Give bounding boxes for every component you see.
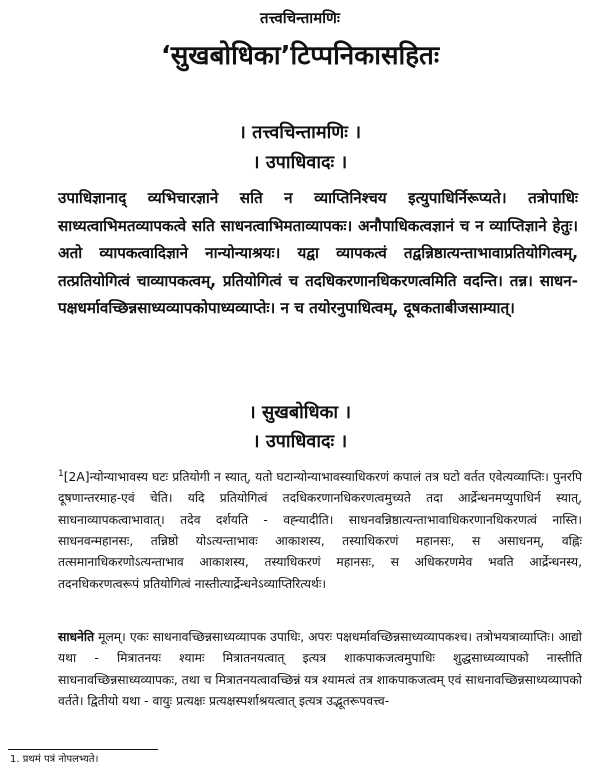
lead-word: साधनेति [58, 630, 95, 644]
folio-marker: [2A] [63, 470, 90, 485]
commentary-subheading: । उपाधिवादः । [252, 431, 348, 452]
footnote-marker: 1 [58, 469, 64, 479]
commentary-paragraph-2 [58, 627, 582, 712]
book-title: ‘सुखबोधिका’टिप्पनिकासहितः [160, 41, 440, 71]
commentary-heading: । सुखबोधिका । [248, 402, 352, 423]
footnote-divider [8, 749, 158, 750]
running-title: तत्त्वचिन्तामणिः [260, 9, 340, 27]
main-text-paragraph: उपाधिज्ञानाद् व्यभिचारज्ञाने सति न व्याप्तिनिश्चय इत्युपाधिर्निरूप्यते। तत्रोपाधिः साध्यत्वाभिमतव्यापकत्वे सति साधनत्वाभिमताव्यापकः। अनौपाधिकत्वज्ञानं च न व्याप्तिज्ञाने हेतुः। अतो व्यापकत्वादिज्ञाने नान्योन्याश्रयः। यद्वा व्यापकत्वं तद्वन्निष्ठात्यन्ताभावाप्रतियोगित्वम्, तत्प्रतियोगित्वं चाव्यापकत्वम्, प्रतियोगित्वं च तदधिकरणानधिकरणत्वमिति वदन्ति। तन्न। साधन-पक्षधर्मावच्छिन्नसाध्यव्यापकोपाध्यव्याप्तेः। न च तयोरनुपाधित्वम्, दूषकताबीजसाम्यात्। [58, 189, 578, 318]
footnote: 1. प्रथमं पत्रं नोपलभ्यते। [10, 754, 99, 765]
commentary-paragraph-1 [58, 464, 582, 595]
main-text-heading: । तत्त्वचिन्तामणिः । [238, 122, 362, 143]
commentary-paragraph-1-text: न्योन्याभावस्य घटः प्रतियोगी न स्यात्, यतो घटान्योन्याभावस्याधिकरणं कपालं तत्र घटो वर्तत एवेत्यव्याप्तिः। पुनरपि दूषणान्तरमाह-एवं चेति। यदि प्रतियोगित्वं तदधिकरणानधिकरणत्वमुच्यते तदा आर्द्रेन्धनमप्युपाधिर्न स्यात्, साधनाव्यापकत्वाभावात्। तदेव दर्शयति - वह्न्यादीति। साधनवन्निष्ठात्यन्ताभावाधिकरणानधिकरणत्वं नास्ति। साधनवन्महानसः, तन्निष्ठो योऽत्यन्ताभावः आकाशस्य, तस्याधिकरणं महानसः, स असाधनम्, वह्निः तत्समानाधिकरणोऽत्यन्ताभाव आकाशस्य, तस्याधिकरणं महानसः, स अधिकरणमेव भवति आर्द्रेन्धनस्य, तदनधिकरणत्वरूपं प्रतियोगित्वं नास्तीत्यार्द्रेन्धनेऽव्याप्तिरित्यर्थः। [58, 470, 582, 591]
main-text-subheading: । उपाधिवादः । [252, 152, 348, 173]
commentary-paragraph-2-text: मूलम्। एकः साधनावच्छिन्नसाध्यव्यापक उपाधिः, अपरः पक्षधर्मावच्छिन्नसाध्यव्यापकश्च। तत्रोभयत्राव्याप्तिः। आद्यो यथा - मित्रातनयः श्यामः मित्रातनयत्वात् इत्यत्र शाकपाकजत्वमुपाधिः शुद्धसाध्यव्यापको नास्तीति साधनावच्छिन्नसाध्यव्यापकः, तथा च मित्रातनयत्वावच्छिन्नं यत्र श्यामत्वं तत्र शाकपाकजत्वम् एवं साधनावच्छिन्नसाध्यव्यापको वर्तते। द्वितीयो यथा - वायुः प्रत्यक्षः प्रत्यक्षस्पर्शाश्रयत्वात् इत्यत्र उद्भूतरूपवत्त्व- [58, 630, 582, 708]
